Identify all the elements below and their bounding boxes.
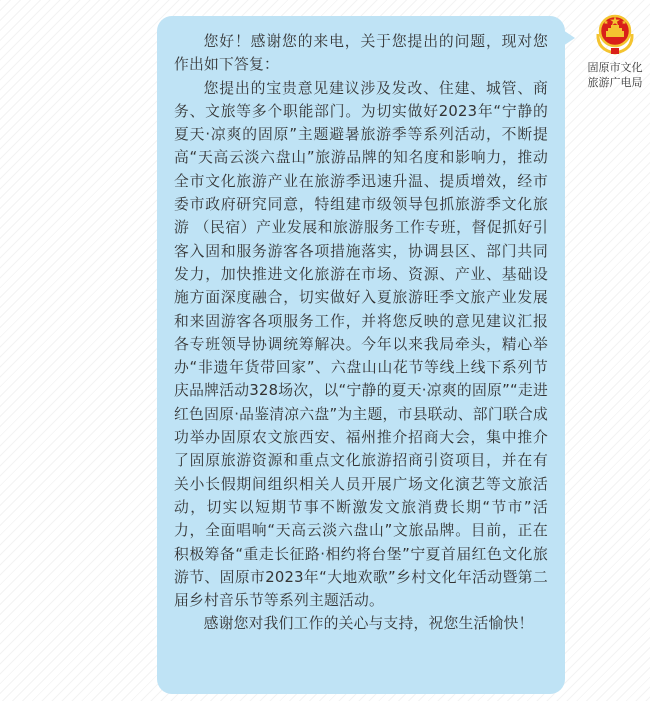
reply-body-paragraph: 您提出的宝贵意见建议涉及发改、住建、城管、商务、文旅等多个职能部门。为切实做好2023年“宁静的夏天·凉爽的固原”主题避暑旅游季等系列活动，不断提高“天高云淡六盘山”旅游品牌的知名度和影响力，推动全市文化旅游产业在旅游季迅速升温、提质增效，经市委市政府研究同意，特组建市级领导包抓旅游季文化旅游 （民宿）产业发展和旅游服务工作专班，督促抓好引客入固和服务游客各项措施落实，协调县区、部门共同发力，加快推进文化旅游在市场、资源、产业、基础设施方面深度融合，切实做好入夏旅游旺季文旅产业发展和来固游客各项服务工作，并将您反映的意见建议汇报各专班领导协调统筹解决。今年以来我局牵头，精心举办“非遗年货带回家”、六盘山山花节等线上线下系列节庆品牌活动328场次，以“宁静的夏天·凉爽的固原”“走进红色固原·品鉴清凉六盘”为主题，市县联动、部门联合成功举办固原农文旅西安、福州推介招商大会，集中推介了固原旅游资源和重点文化旅游招商引资项目，并在有关小长假期间组织相关人员开展广场文化演艺等文旅活动，切实以短期节事不断激发文旅消费长期“节市”活力，全面唱响“天高云淡六盘山”文旅品牌。目前，正在积极筹备“重走长征路·相约将台堡”宁夏首届红色文化旅游节、固原市2023年“大地欢歌”乡村文化年活动暨第二届乡村音乐节等系列主题活动。 bbox=[174, 79, 548, 610]
sender-profile[interactable] bbox=[583, 10, 647, 90]
reply-message-body bbox=[174, 30, 548, 636]
reply-message-bubble bbox=[157, 16, 565, 694]
reply-closing: 感谢您对我们工作的关心与支持，祝您生活愉快！ bbox=[203, 615, 534, 633]
national-emblem-icon bbox=[592, 10, 638, 56]
bubble-tail bbox=[563, 30, 575, 46]
reply-greeting: 您好！感谢您的来电，关于您提出的问题，现对您作出如下答复： bbox=[174, 33, 548, 74]
sender-name: 固原市文化旅游广电局 bbox=[587, 61, 643, 89]
